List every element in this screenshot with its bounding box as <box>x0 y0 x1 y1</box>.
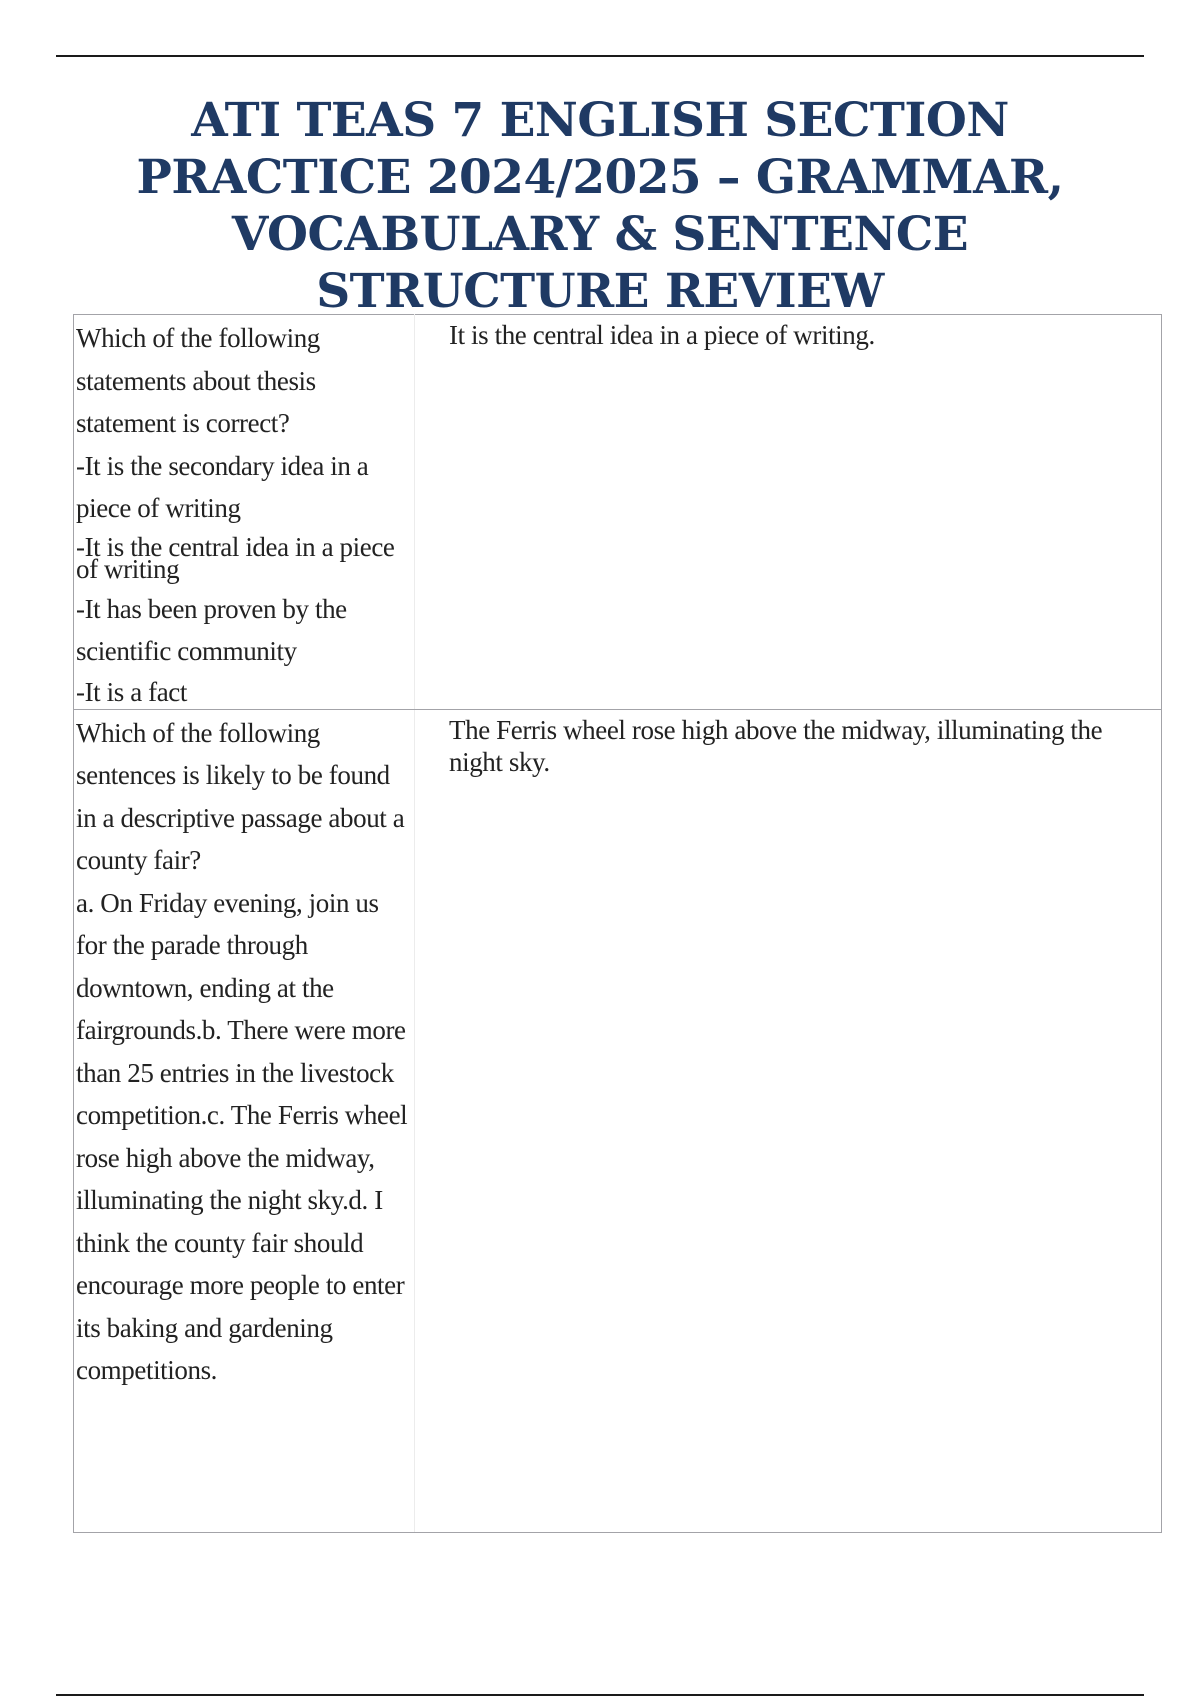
answer-option: -It has been proven by the scientific community <box>76 593 347 666</box>
answer-options-text: a. On Friday evening, join us for the parade through downtown, ending at the fairgrounds.b. There were more than 25 entries in the livestock competition.c. The Ferris wheel rose high above the midway, illuminating the night sky.d. I think the county fair should encourage more people to enter its baking and gardening competitions. <box>76 887 408 1385</box>
answer-option: -It is a fact <box>76 676 187 707</box>
answer-cell <box>415 709 1162 1532</box>
question-text: Which of the following statements about thesis statement is correct? <box>76 323 320 438</box>
top-rule <box>56 55 1144 57</box>
bottom-rule <box>56 1694 1144 1696</box>
answer-cell <box>415 315 1162 710</box>
qa-table <box>73 314 1162 1533</box>
table-row <box>74 709 1162 1532</box>
answer-text: The Ferris wheel rose high above the midway, illuminating the night sky. <box>449 714 1103 777</box>
answer-option: -It is the central idea in a piece of writing <box>76 531 395 584</box>
question-cell <box>74 315 415 710</box>
document-title: ATI TEAS 7 ENGLISH SECTION PRACTICE 2024/2025 – GRAMMAR, VOCABULARY & SENTENCE STRUCTURE REVIEW <box>136 93 1064 319</box>
answer-option: -It is the secondary idea in a piece of writing <box>76 450 369 523</box>
question-text: Which of the following sentences is likely to be found in a descriptive passage about a county fair? <box>76 717 405 875</box>
answer-text: It is the central idea in a piece of writing. <box>449 320 875 350</box>
question-cell <box>74 709 415 1532</box>
table-row <box>74 315 1162 710</box>
